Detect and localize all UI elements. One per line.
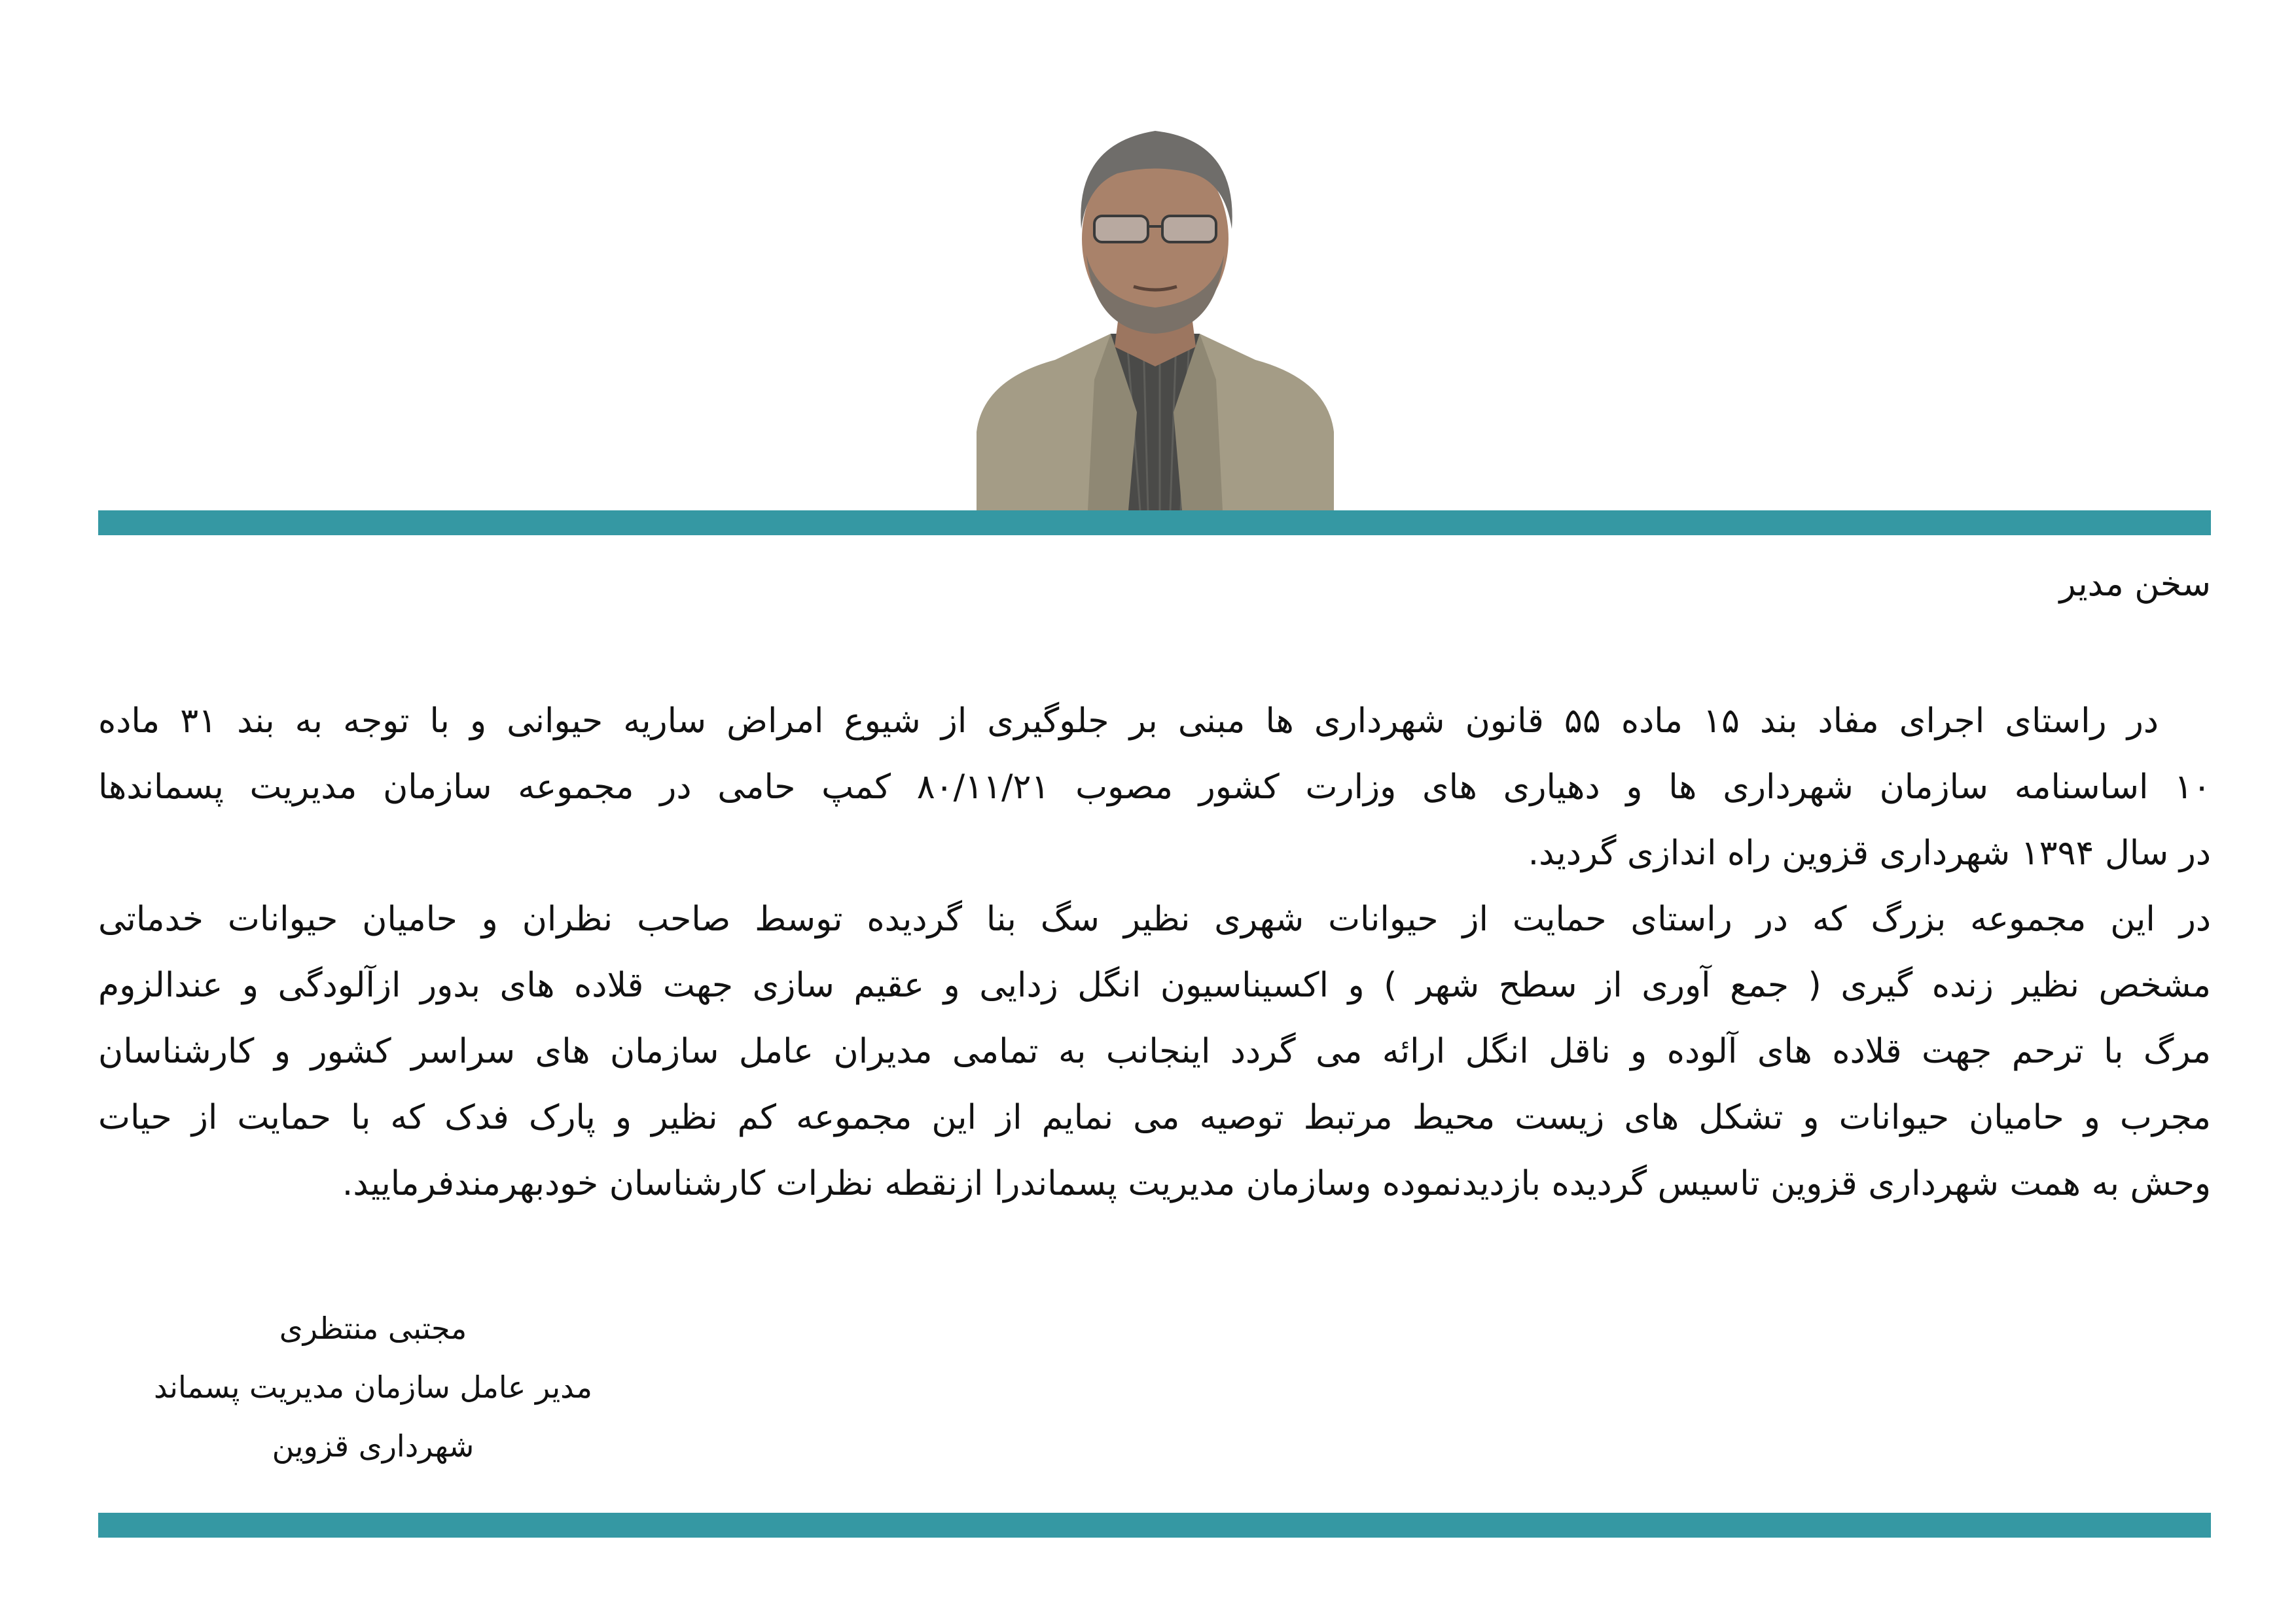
- message-body: [98, 688, 2211, 1217]
- bottom-accent-bar: [98, 1513, 2211, 1538]
- body-line: در سال ۱۳۹۴ شهرداری قزوین راه اندازی گردید.: [1528, 834, 2211, 873]
- body-line: ۱۰ اساسنامه سازمان شهرداری ها و دهیاری های وزارت کشور مصوب ۸۰/۱۱/۲۱ کمپ حامی در مجموعه سازمان مدیریت پسماندها: [98, 768, 2212, 807]
- top-accent-bar: [98, 510, 2211, 535]
- body-line: مشخص نظیر زنده گیری ( جمع آوری از سطح شهر ) و اکسیناسیون انگل زدایی و عقیم سازی جهت قلاده های بدور ازآلودگی و عندالزوم: [98, 966, 2211, 1005]
- body-line: وحش به همت شهرداری قزوین تاسیس گردیده بازدیدنموده وسازمان مدیریت پسماندرا ازنقطه نظرات کارشناسان خودبهرمندفرمایید.: [342, 1164, 2211, 1203]
- body-line: مجرب و حامیان حیوانات و تشکل های زیست محیط مرتبط توصیه می نمایم از این مجموعه کم نظیر و پارک فدک که با حمایت از حیات: [98, 1098, 2211, 1137]
- manager-portrait-icon: [977, 105, 1334, 510]
- body-line: مرگ با ترحم جهت قلاده های آلوده و ناقل انگل ارائه می گردد اینجانب به تمامی مدیران عامل سازمان های سراسر کشور و کارشناسان: [98, 1032, 2211, 1071]
- body-line: در این مجموعه بزرگ که در راستای حمایت از حیوانات شهری نظیر سگ بنا گردیده توسط صاحب نظران و حامیان حیوانات خدماتی: [98, 900, 2211, 939]
- page-title: سخن مدیر: [2059, 565, 2211, 604]
- signature-organization: شهرداری قزوین: [272, 1428, 475, 1464]
- signature-block: [131, 1299, 615, 1475]
- body-line: در راستای اجرای مفاد بند ۱۵ ماده ۵۵ قانون شهرداری ها مبنی بر جلوگیری از شیوع امراض ساریه حیوانی و با توجه به بند ۳۱ ماده: [98, 701, 2159, 741]
- manager-photo: [977, 105, 1334, 510]
- signature-name: مجتبی منتظری: [279, 1311, 467, 1346]
- signature-title: مدیر عامل سازمان مدیریت پسماند: [154, 1369, 592, 1405]
